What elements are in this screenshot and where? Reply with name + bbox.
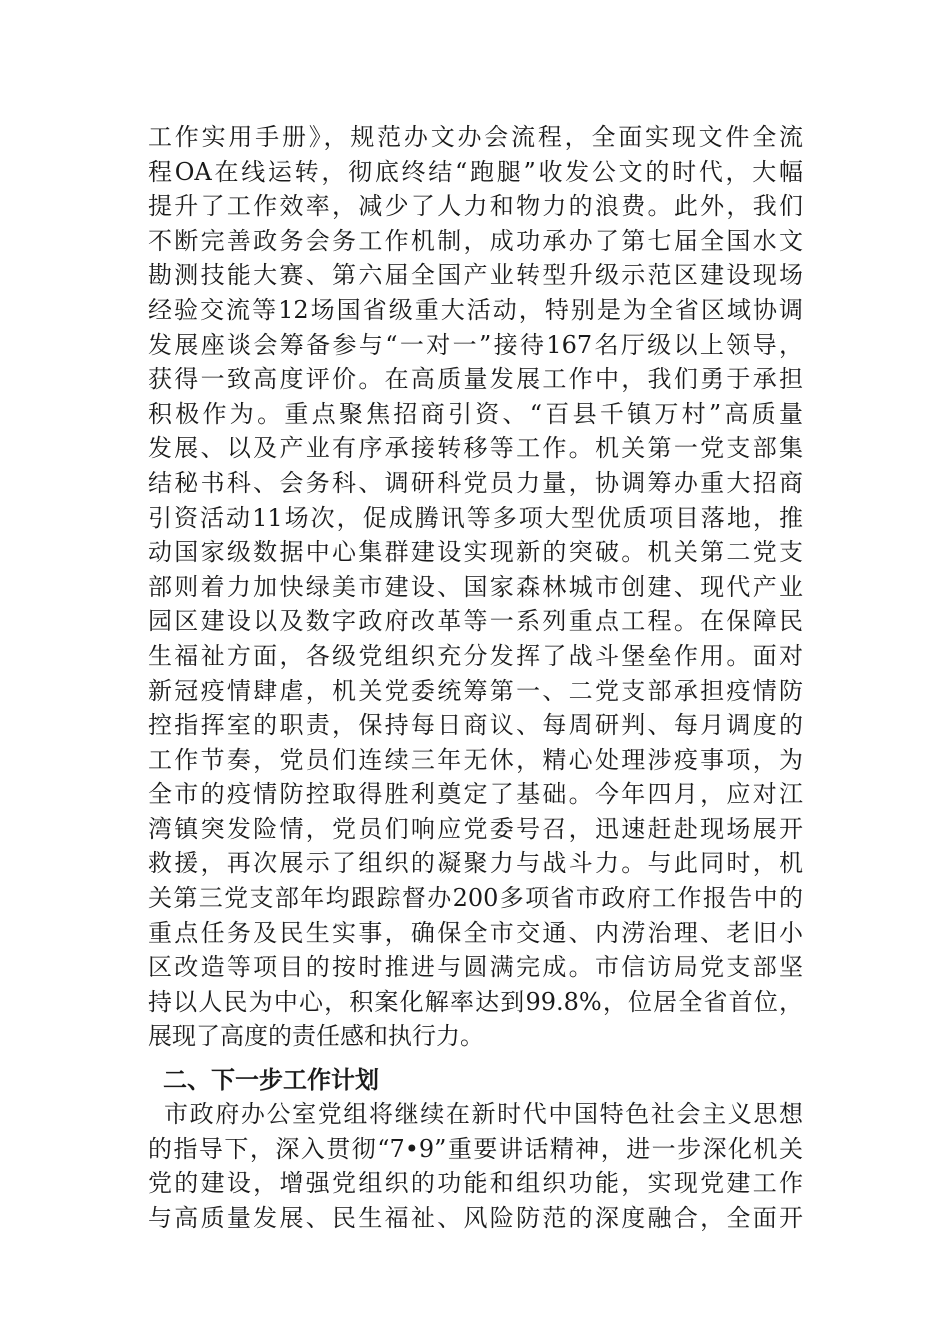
paragraph-line: 的指导下，深入贯彻“7•9”重要讲话精神，进一步深化机关: [148, 1134, 803, 1163]
paragraph-line: 积极作为。重点聚焦招商引资、“百县千镇万村”高质量: [148, 399, 803, 428]
paragraph-line: 工作实用手册》，规范办文办会流程，全面实现文件全流: [148, 123, 803, 151]
paragraph-line: 救援，再次展示了组织的凝聚力与战斗力。与此同时，机: [148, 849, 803, 878]
paragraph-line: 湾镇突发险情，党员们响应党委号召，迅速赶赴现场展开: [148, 814, 803, 843]
paragraph-line: 不断完善政务会务工作机制，成功承办了第七届全国水文: [148, 226, 803, 255]
paragraph-line: 新冠疫情肆虐，机关党委统筹第一、二党支部承担疫情防: [148, 676, 803, 705]
paragraph-line: 引资活动11场次，促成腾讯等多项大型优质项目落地，推: [148, 503, 803, 532]
paragraph-line: 重点任务及民生实事，确保全市交通、内涝治理、老旧小: [148, 918, 803, 947]
paragraph-line: 展现了高度的责任感和执行力。: [148, 1022, 484, 1051]
paragraph-line: 勘测技能大赛、第六届全国产业转型升级示范区建设现场: [148, 261, 803, 290]
paragraph-line: 程OA在线运转，彻底终结“跑腿”收发公文的时代，大幅: [148, 157, 803, 186]
paragraph-line: 经验交流等12场国省级重大活动，特别是为全省区域协调: [148, 295, 803, 324]
paragraph-line: 全市的疫情防控取得胜利奠定了基础。今年四月，应对江: [148, 780, 803, 809]
paragraph-line: 关第三党支部年均跟踪督办200多项省市政府工作报告中的: [148, 884, 803, 913]
paragraph-line: 与高质量发展、民生福祉、风险防范的深度融合，全面开: [148, 1203, 803, 1232]
paragraph-line: 提升了工作效率，减少了人力和物力的浪费。此外，我们: [148, 192, 803, 221]
paragraph-line: 部则着力加快绿美市建设、国家森林城市创建、现代产业: [148, 572, 803, 601]
paragraph-line: 园区建设以及数字政府改革等一系列重点工程。在保障民: [148, 607, 803, 636]
paragraph-line: 党的建设，增强党组织的功能和组织功能，实现党建工作: [148, 1169, 803, 1198]
paragraph-line: 控指挥室的职责，保持每日商议、每周研判、每月调度的: [148, 711, 803, 740]
paragraph-line: 市政府办公室党组将继续在新时代中国特色社会主义思想: [164, 1100, 803, 1128]
paragraph-line: 工作节奏，党员们连续三年无休，精心处理涉疫事项，为: [148, 745, 803, 774]
paragraph-line: 发展座谈会筹备参与“一对一”接待167名厅级以上领导，: [148, 330, 803, 359]
paragraph-line: 动国家级数据中心集群建设实现新的突破。机关第二党支: [148, 538, 803, 567]
paragraph-line: 生福祉方面，各级党组织充分发挥了战斗堡垒作用。面对: [148, 641, 803, 670]
paragraph-line: 区改造等项目的按时推进与圆满完成。市信访局党支部坚: [148, 953, 803, 982]
body-paragraph-2: [148, 1097, 803, 1235]
paragraph-line: 获得一致高度评价。在高质量发展工作中，我们勇于承担: [148, 365, 803, 394]
body-paragraph-1: [148, 120, 803, 1054]
paragraph-line: 结秘书科、会务科、调研科党员力量，协调筹办重大招商: [148, 468, 803, 497]
section-heading: 二、下一步工作计划: [163, 1066, 379, 1094]
paragraph-line: 发展、以及产业有序承接转移等工作。机关第一党支部集: [148, 434, 803, 463]
paragraph-line: 持以人民为中心，积案化解率达到99.8%，位居全省首位，: [148, 987, 803, 1016]
